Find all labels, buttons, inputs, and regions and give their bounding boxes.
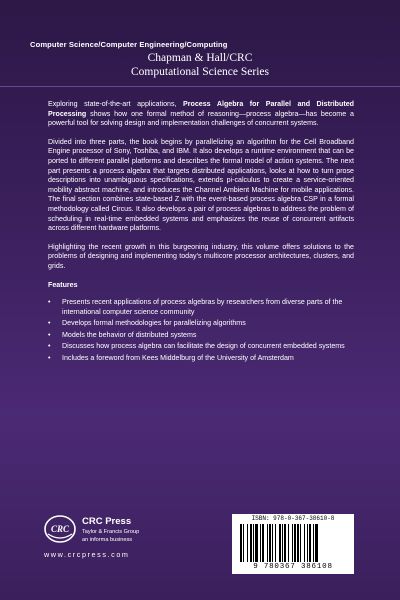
barcode-bar <box>267 524 268 562</box>
barcode-bar <box>284 524 286 562</box>
barcode-bar <box>304 524 305 562</box>
book-title: Process Algebra for Parallel and Distributed Processing <box>48 100 354 118</box>
publisher-business: an informa business <box>82 537 133 543</box>
publisher-url[interactable]: www.crcpress.com <box>44 550 130 559</box>
barcode-bar <box>250 524 252 562</box>
description-paragraph-3: Highlighting the recent growth in this burgeoning industry, this volume offers solutions to the problems of designing and implementing today's multicore processor architectures, clusters, and grids. <box>48 242 354 270</box>
barcode-bar <box>307 524 308 562</box>
feature-text: Discusses how process algebra can facilitate the design of concurrent embedded systems <box>62 342 345 351</box>
bullet-icon: • <box>48 319 51 328</box>
barcode-bars <box>240 524 346 562</box>
bullet-icon: • <box>48 354 51 363</box>
bullet-icon: • <box>48 330 51 339</box>
barcode-bar <box>288 524 289 562</box>
series-name-line2: Computational Science Series <box>131 66 269 78</box>
feature-text: Includes a foreword from Kees Middelburg of the University of Amsterdam <box>62 354 294 363</box>
barcode-bar <box>313 524 314 562</box>
barcode-bar <box>260 524 261 562</box>
description-paragraph-1 <box>48 100 354 129</box>
barcode-digits: 9 780367 386108 <box>253 563 333 571</box>
barcode-bar <box>297 524 299 562</box>
barcode-bar <box>240 524 242 562</box>
barcode-bar <box>262 524 264 562</box>
paragraph-1-rest: shows how one formal method of reasoning—process algebra—has become a powerful tool for solving design and implementation challenges of concurrent systems. <box>48 109 354 128</box>
crc-press-logo-icon <box>44 514 76 544</box>
header <box>0 0 400 86</box>
feature-text: Models the behavior of distributed systems <box>62 330 197 339</box>
features-heading: Features <box>48 280 78 289</box>
publisher-block <box>44 514 174 574</box>
feature-text: Develops formal methodologies for parallelizing algorithms <box>62 319 246 328</box>
barcode-bar <box>282 524 283 562</box>
isbn-text: ISBN: 978-0-367-38610-8 <box>251 515 335 522</box>
description <box>48 100 354 366</box>
barcode-bar <box>253 524 254 562</box>
feature-item <box>48 319 354 329</box>
barcode-bar <box>315 524 318 562</box>
barcode-bar <box>292 524 293 562</box>
barcode-bar <box>279 524 281 562</box>
barcode-bar <box>275 524 276 562</box>
barcode-bar <box>255 524 258 562</box>
barcode-bar <box>294 524 296 562</box>
description-paragraph-2: Divided into three parts, the book begins by parallelizing an algorithm for the Cell Broadband Engine processor of Sony, Toshiba, and IBM. It also develops a runtime environment that can be ported to different parallel platforms and describes the formal model of action systems. The next part presents a process algebra that targets distributed applications, looks at how to turn prose descriptions into unambiguous specifications, extends pi-calculus to create a service-oriented mobility abstract machine, and introduces the Channel Ambient Machine for mobile applications. The final section combines state-based Z with the event-based process algebra CSP in a formal methodology called Circus. It also develops a pair of process algebras to address the problem of scheduling in real-time embedded systems and emphasizes the reuse of concurrent artifacts across different hardware platforms. <box>48 137 354 233</box>
feature-item <box>48 298 354 317</box>
bullet-icon: • <box>48 342 51 351</box>
feature-item <box>48 342 354 352</box>
publisher-group: Taylor & Francis Group <box>82 529 140 535</box>
logo-letters: CRC <box>50 524 70 534</box>
feature-item <box>48 331 354 341</box>
barcode-bar <box>269 524 271 562</box>
features-list <box>48 298 354 364</box>
bullet-icon: • <box>48 298 51 307</box>
series-name-line1: Chapman & Hall/CRC <box>147 52 253 64</box>
barcode-bar <box>243 524 244 562</box>
barcode <box>232 514 354 574</box>
paragraph-1-intro: Exploring state-of-the-art applications, <box>48 100 184 108</box>
barcode-bar <box>272 524 273 562</box>
header-divider <box>0 86 400 87</box>
category-label: Computer Science/Computer Engineering/Computing <box>30 40 228 49</box>
barcode-bar <box>309 524 311 562</box>
barcode-bar <box>300 524 301 562</box>
feature-text: Presents recent applications of process algebras by researchers from diverse parts of the international computer science community <box>62 298 343 316</box>
publisher-name: CRC Press <box>82 516 132 527</box>
feature-item <box>48 354 354 364</box>
barcode-bar <box>247 524 248 562</box>
